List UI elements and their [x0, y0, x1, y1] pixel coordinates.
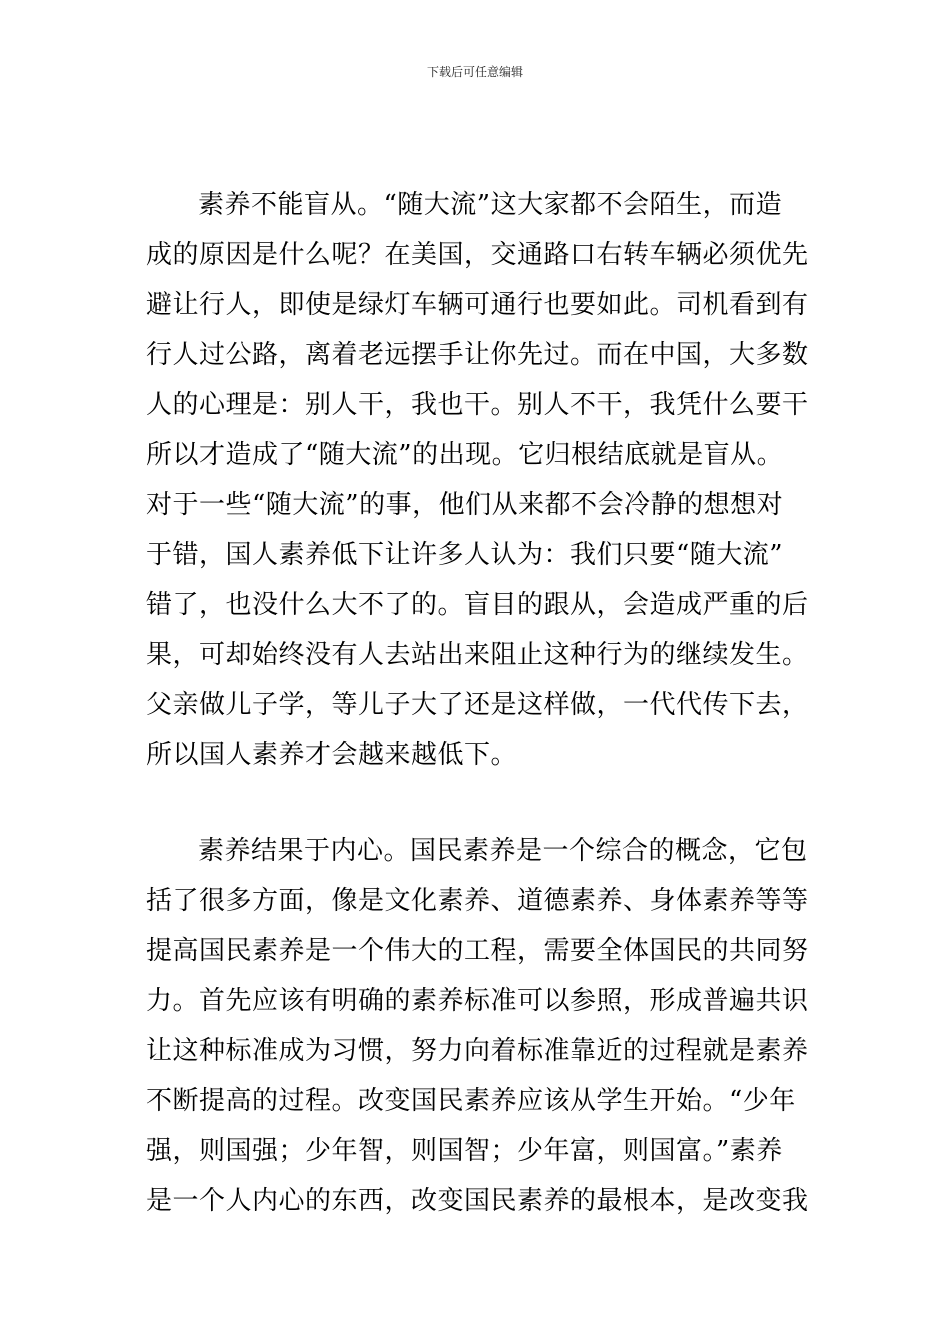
paragraph-line: 是一个人内心的东西，改变国民素养的最根本，是改变我 [146, 1186, 809, 1216]
paragraph-line: 父亲做儿子学，等儿子大了还是这样做，一代代传下去， [146, 690, 809, 720]
paragraph-line: 力。首先应该有明确的素养标准可以参照，形成普遍共识 [146, 986, 809, 1016]
paragraph-line: 括了很多方面，像是文化素养、道德素养、身体素养等等 [146, 886, 809, 916]
paragraph-line: 于错，国人素养低下让许多人认为：我们只要“随大流” [146, 540, 784, 570]
paragraph-line: 提高国民素养是一个伟大的工程，需要全体国民的共同努 [146, 936, 809, 966]
paragraph-line: 对于一些“随大流”的事，他们从来都不会冷静的想想对 [146, 490, 784, 520]
paragraph-line: 避让行人，即使是绿灯车辆可通行也要如此。司机看到有 [146, 290, 809, 320]
paragraph-line: 成的原因是什么呢？在美国，交通路口右转车辆必须优先 [146, 240, 809, 270]
paragraph-line: 果，可却始终没有人去站出来阻止这种行为的继续发生。 [146, 640, 809, 670]
paragraph-line: 素养结果于内心。国民素养是一个综合的概念，它包 [198, 836, 808, 866]
paragraph-line: 错了，也没什么大不了的。盲目的跟从，会造成严重的后 [146, 590, 809, 620]
paragraph-line: 所以才造成了“随大流”的出现。它归根结底就是盲从。 [146, 440, 784, 470]
paragraph-line: 不断提高的过程。改变国民素养应该从学生开始。“少年 [146, 1086, 796, 1116]
paragraph-line: 强，则国强；少年智，则国智；少年富，则国富。”素养 [146, 1136, 783, 1166]
paragraph-1 [146, 180, 809, 780]
paragraph-line: 人的心理是：别人干，我也干。别人不干，我凭什么要干 [146, 390, 809, 420]
paragraph-2 [146, 826, 809, 1226]
paragraph-line: 让这种标准成为习惯，努力向着标准靠近的过程就是素养 [146, 1036, 809, 1066]
paragraph-line: 行人过公路，离着老远摆手让你先过。而在中国，大多数 [146, 340, 809, 370]
paragraph-line: 素养不能盲从。“随大流”这大家都不会陌生，而造 [198, 190, 783, 220]
paragraph-line: 所以国人素养才会越来越低下。 [146, 740, 518, 770]
page-header: 下载后可任意编辑 [426, 65, 523, 79]
